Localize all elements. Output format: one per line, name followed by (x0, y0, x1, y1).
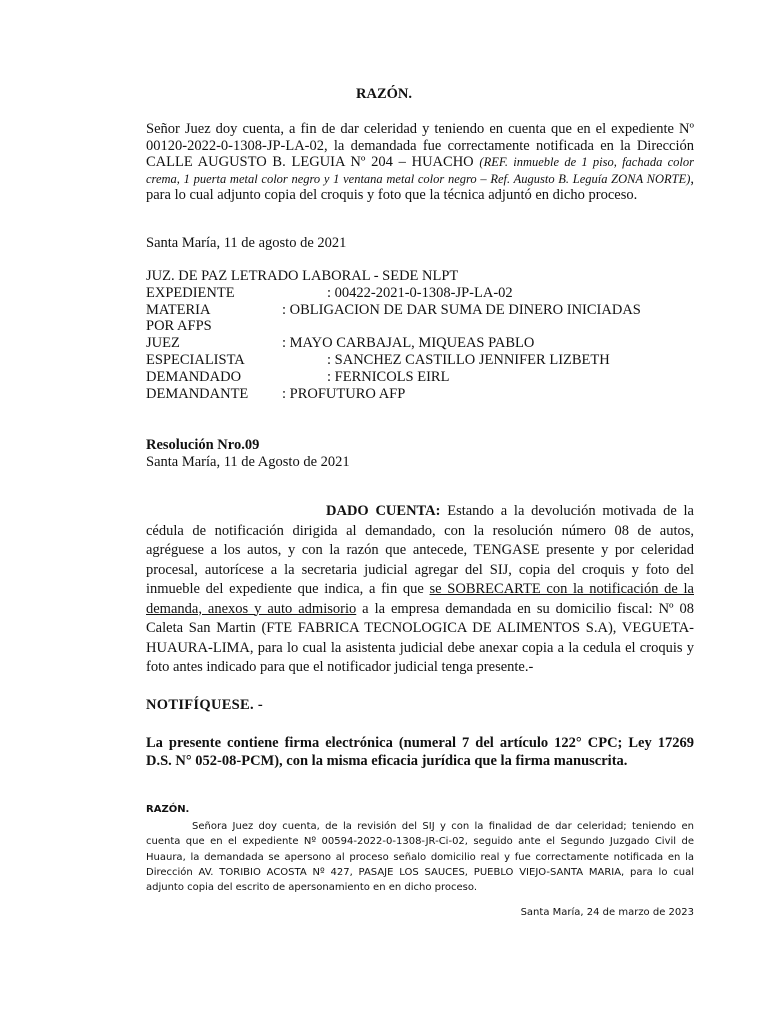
especialista-value: : SANCHEZ CASTILLO JENNIFER LIZBETH (327, 351, 610, 368)
materia-value: : OBLIGACION DE DAR SUMA DE DINERO INICIADAS (282, 301, 641, 318)
juez-label: JUEZ (146, 335, 180, 352)
materia-continuation-row (146, 318, 694, 335)
court-name: JUZ. DE PAZ LETRADO LABORAL - SEDE NLPT (146, 268, 459, 284)
razon-text-b: , para lo cual adjunto copia del croquis y foto que la técnica adjuntó en dicho proceso. (146, 170, 694, 204)
demandado-row (146, 369, 694, 386)
expediente-value: : 00422-2021-0-1308-JP-LA-02 (327, 284, 513, 301)
notifiquese-heading: NOTIFÍQUESE. - (146, 697, 263, 713)
expediente-row (146, 285, 694, 302)
resolucion-title: Resolución Nro.09 (146, 437, 260, 453)
razon-2-text: Señora Juez doy cuenta, de la revisión del SIJ y con la finalidad de dar celeridad; teniendo en cuenta que en el expediente Nº 00594-2022-0-1308-JR-Ci-02, seguido ante el Segundo Juzgado Civil de Huaura, la demandada se apersono al proceso señalo domicilio real y fue correctamente notificada en la Dirección AV. TORIBIO ACOSTA Nº 427, PASAJE LOS SAUCES, PUEBLO VIEJO-SANTA MARIA, para lo cual adjunto copia del escrito de apersonamiento en en dicho proceso. (146, 821, 694, 894)
sobrecarte-underlined-text: se SOBRECARTE con la notificación de la demanda, anexos y auto admisorio (146, 581, 694, 617)
dado-cuenta-text-b: a la empresa demandada en su domicilio fiscal: Nº 08 Caleta San Martin (FTE FABRICA TECNOLOGICA DE ALIMENTOS S.A), VEGUETA-HUAURA-LIMA, para lo cual la asistenta judicial debe anexar copia a la cedula el croquis y foto antes indicado para que el notificador judicial tenga presente.- (146, 600, 694, 675)
demandado-value: : FERNICOLS EIRL (327, 368, 450, 385)
razon-2-paragraph (146, 819, 694, 895)
juez-value: : MAYO CARBAJAL, MIQUEAS PABLO (282, 335, 535, 352)
dado-cuenta-paragraph (146, 502, 694, 678)
demandado-label: DEMANDADO (146, 368, 242, 385)
materia-label: MATERIA (146, 301, 211, 318)
especialista-label: ESPECIALISTA (146, 351, 245, 368)
razon-reference-italic: (REF. inmueble de 1 piso, fachada color crema, 1 puerta metal color negro y 1 ventana metal color negro – Ref. Augusto B. Leguía ZONA NORTE) (146, 155, 694, 186)
firma-electronica-statement: La presente contiene firma electrónica (numeral 7 del artículo 122° CPC; Ley 17269 D.S. N° 052-08-PCM), con la misma eficacia jurídica que la firma manuscrita. (146, 735, 694, 769)
dado-cuenta-text-a: Estando a la devolución motivada de la cédula de notificación dirigida al demandado, con la resolución número 08 de autos, agréguese a los autos, y con la razón que antecede, TENGASE presente y por celeridad procesal, autorícese a la secretaria judicial agregar del SIJ, copia del croquis y foto del inmueble del expediente que indica, a fin que (146, 503, 694, 597)
razon-date: Santa María, 11 de agosto de 2021 (146, 235, 347, 251)
razon-text-a: Señor Juez doy cuenta, a fin de dar celeridad y teniendo en cuenta que en el expediente Nº 00120-2022-0-1308-JP-LA-02, la demandada fue correctamente notificada en la Dirección CALLE AUGUSTO B. LEGUIA Nº 204 – HUACHO (146, 121, 694, 171)
case-header (146, 268, 694, 402)
dado-cuenta-label: DADO CUENTA: (326, 503, 441, 519)
juez-row (146, 335, 694, 352)
razon-paragraph (146, 121, 694, 204)
demandante-row (146, 386, 694, 403)
especialista-row (146, 352, 694, 369)
demandante-value: : PROFUTURO AFP (282, 385, 406, 402)
court-row (146, 268, 694, 285)
razon-2-date: Santa María, 24 de marzo de 2023 (520, 907, 694, 918)
expediente-label: EXPEDIENTE (146, 284, 235, 301)
demandante-label: DEMANDANTE (146, 385, 249, 402)
materia-continuation: POR AFPS (146, 318, 212, 335)
razon-title: RAZÓN. (356, 86, 412, 102)
razon-2-title: RAZÓN. (146, 804, 190, 815)
materia-row (146, 302, 694, 319)
resolucion-date: Santa María, 11 de Agosto de 2021 (146, 454, 350, 470)
